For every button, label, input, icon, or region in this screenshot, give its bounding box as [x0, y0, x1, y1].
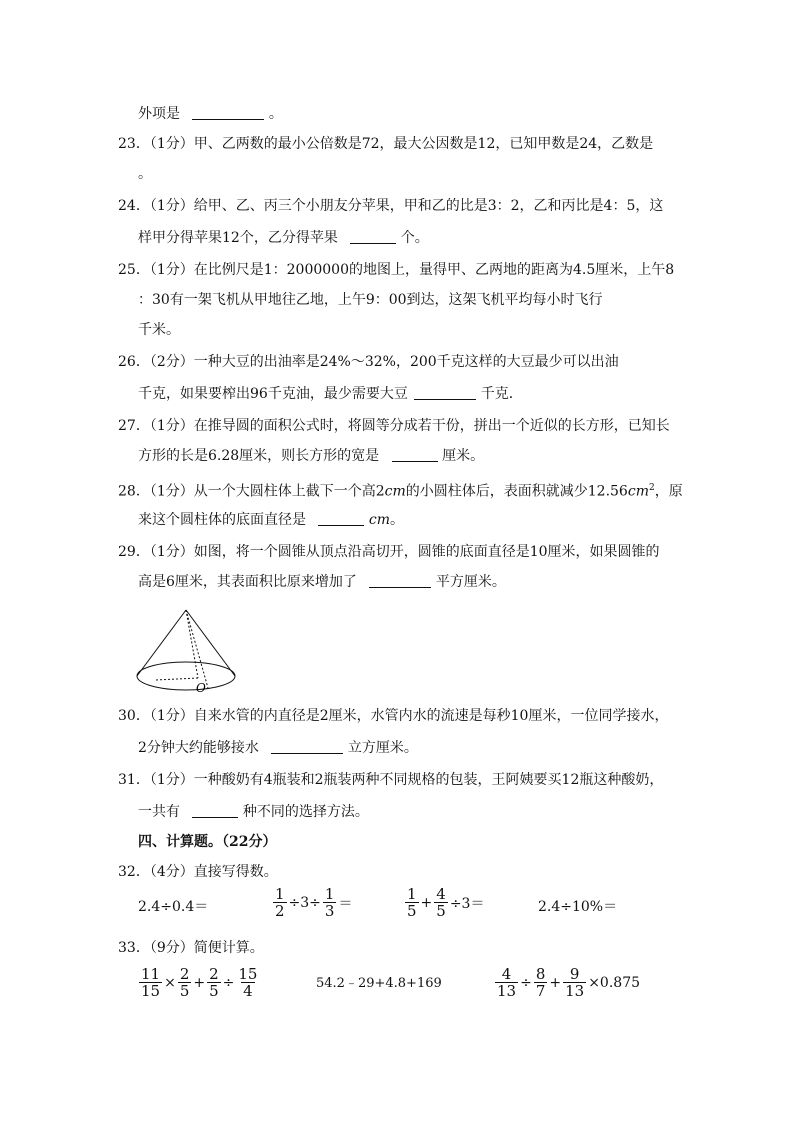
q23-line1: 23．（1分）甲、乙两数的最小公倍数是72，最大公因数是12，已知甲数是24，乙数是 — [118, 136, 654, 152]
fraction: $\frac{1}{3}$ — [324, 885, 335, 920]
answer-blank[interactable] — [369, 573, 431, 588]
q23-line2: 。 — [138, 166, 152, 182]
q22-tail: 外项是 。 — [138, 106, 283, 122]
q31-line2: 一共有 种不同的选择方法。 — [138, 804, 369, 820]
q33-expr1: $\frac{11}{15}$ × $\frac{2}{5}$ + $\frac{2}{5}$ ÷ $\frac{15}{4}$ — [141, 965, 258, 1000]
cone-height-line — [186, 610, 198, 678]
q26-line2: 千克，如果要榨出96千克油，最少需要大豆 千克． — [138, 386, 523, 402]
fraction: $\frac{2}{5}$ — [179, 965, 190, 1000]
q26-line1: 26．（2分）一种大豆的出油率是24%～32%，200千克这样的大豆最少可以出油 — [118, 354, 619, 370]
q25-line2: ：30有一架飞机从甲地往乙地，上午9：00到达，这架飞机平均每小时飞行 — [138, 292, 603, 308]
q29-line1: 29．（1分）如图，将一个圆锥从顶点沿高切开，圆锥的底面直径是10厘米，如果圆锥的 — [118, 544, 660, 560]
answer-blank[interactable] — [414, 385, 476, 400]
q27-line1: 27．（1分）在推导圆的面积公式时，将圆等分成若干份，拼出一个近似的长方形，已知长 — [118, 418, 670, 434]
q25-line1: 25．（1分）在比例尺是1：2000000的地图上，量得甲、乙两地的距离为4.5厘米，上午8 — [118, 262, 675, 278]
fraction: $\frac{15}{4}$ — [238, 965, 258, 1000]
answer-blank[interactable] — [392, 447, 438, 462]
cone-slant-right — [186, 610, 235, 676]
cone-figure — [134, 604, 244, 696]
cone-center-label: O — [196, 681, 206, 695]
q33-title: 33．（9分）简便计算。 — [118, 940, 264, 956]
q30-line1: 30．（1分）自来水管的内直径是2厘米，水管内水的流速是每秒10厘米，一位同学接水， — [118, 708, 669, 724]
q24-line1: 24．（1分）给甲、乙、丙三个小朋友分苹果，甲和乙的比是3：2，乙和丙比是4：5，这 — [118, 198, 664, 214]
fraction: $\frac{11}{15}$ — [141, 965, 161, 1000]
q32-expr2: $\frac{1}{2}$ ÷3÷ $\frac{1}{3}$ ＝ — [275, 885, 353, 920]
cone-slant-left — [137, 610, 186, 676]
fraction: $\frac{2}{5}$ — [209, 965, 219, 1000]
fraction: $\frac{4}{13}$ — [497, 965, 517, 1000]
q32-title: 32．（4分）直接写得数。 — [118, 864, 278, 880]
cone-radius-line — [156, 678, 198, 680]
answer-blank[interactable] — [318, 511, 364, 526]
q31-line1: 31．（1分）一种酸奶有4瓶装和2瓶装两种不同规格的包装，王阿姨要买12瓶这种酸奶， — [118, 772, 664, 788]
fraction: $\frac{9}{13}$ — [565, 965, 585, 1000]
q32-expr3: $\frac{1}{5}$ + $\frac{4}{5}$ ÷3＝ — [407, 885, 485, 920]
q25-line3: 千米。 — [138, 322, 180, 338]
q32-expr4: 2.4÷10%＝ — [538, 899, 618, 915]
answer-blank[interactable] — [350, 229, 396, 244]
cone-base-ellipse — [137, 662, 235, 690]
q24-line2: 样甲分得苹果12个，乙分得苹果 个。 — [138, 230, 429, 246]
fraction: $\frac{1}{5}$ — [407, 885, 417, 920]
q28-line1: 28．（1分）从一个大圆柱体上截下一个高2cm的小圆柱体后，表面积就减少$12.56cm^2$，原 — [118, 483, 683, 500]
q27-line2: 方形的长是6.28厘米，则长方形的宽是 厘米。 — [138, 448, 485, 464]
q28-line2: 来这个圆柱体的底面直径是 cm。 — [138, 512, 405, 528]
cone-cut-line — [186, 610, 208, 688]
section-heading: 四、计算题。（22分） — [138, 834, 277, 850]
q33-expr2: 54.2﹣29+4.8+169 — [316, 976, 442, 991]
fraction: $\frac{4}{5}$ — [436, 885, 446, 920]
q29-line2: 高是6厘米，其表面积比原来增加了 平方厘米。 — [138, 574, 506, 590]
q33-expr3: $\frac{4}{13}$ ÷ $\frac{8}{7}$ + $\frac{9}{13}$ ×0.875 — [497, 965, 641, 1000]
fraction: $\frac{8}{7}$ — [535, 965, 546, 1000]
fraction: $\frac{1}{2}$ — [275, 885, 285, 920]
answer-blank[interactable] — [192, 803, 238, 818]
answer-blank[interactable] — [271, 739, 343, 754]
q30-line2: 2分钟大约能够接水 立方厘米。 — [138, 740, 418, 756]
answer-blank[interactable] — [192, 105, 264, 120]
q32-expr1: 2.4÷0.4＝ — [138, 899, 209, 915]
